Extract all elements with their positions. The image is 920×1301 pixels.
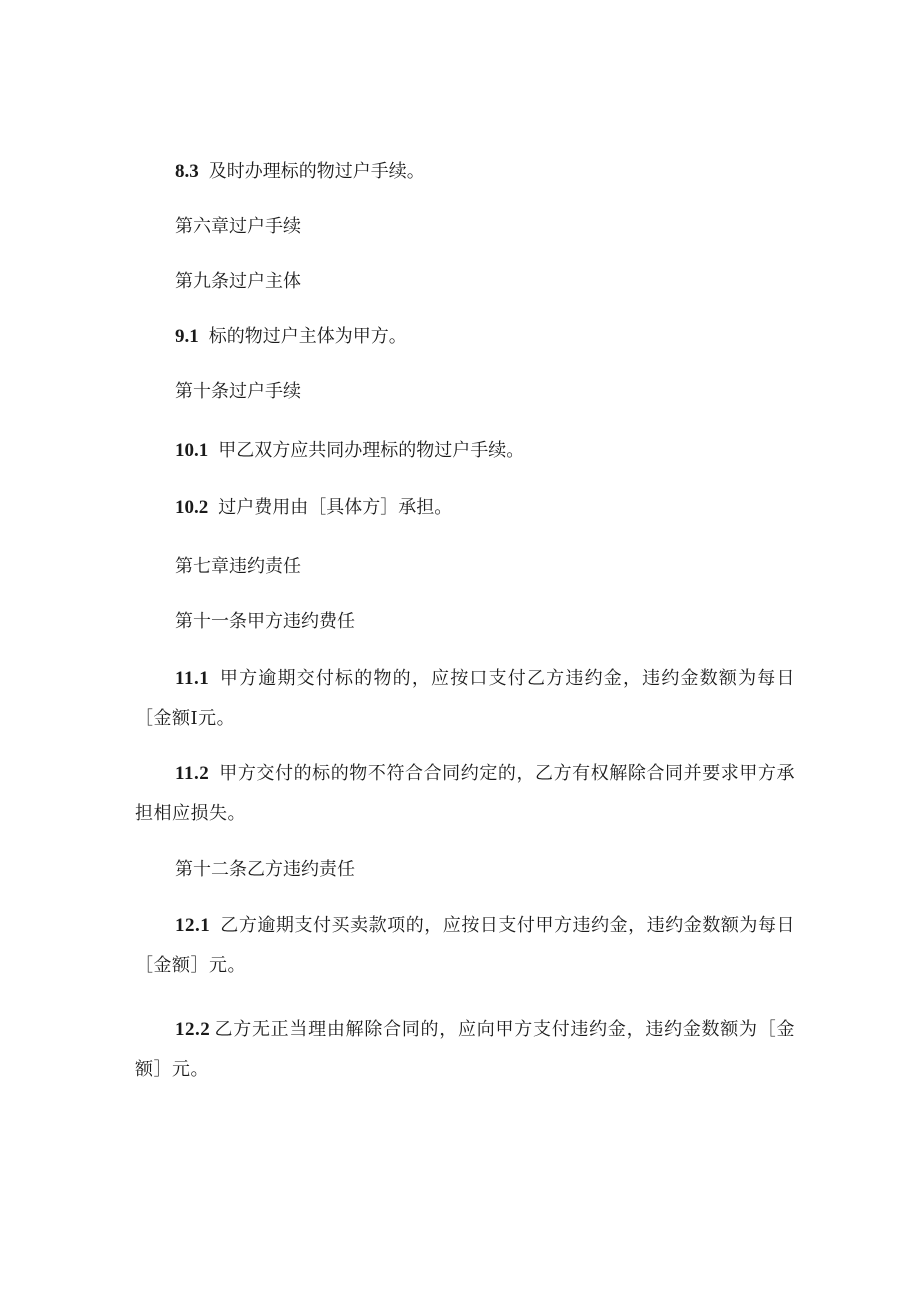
clause-text: 乙方逾期支付买卖款项的，应按日支付甲方违约金，违约金数额为每日［金额］元。: [135, 915, 795, 976]
chapter-heading-7: 第七章违约责任: [175, 556, 301, 577]
clause-number: 10.1: [175, 440, 209, 461]
clause-number: 12.1: [175, 915, 211, 936]
clause-text: 甲方逾期交付标的物的，应按口支付乙方违约金，违约金数额为每日［金额I元。: [135, 668, 795, 729]
clause-10-1: [175, 439, 524, 463]
article-heading-10: 第十条过户手续: [175, 381, 301, 402]
article-heading-12: 第十二条乙方违约责任: [175, 859, 355, 880]
clause-text: 甲乙双方应共同办理标的物过户手续。: [218, 440, 525, 461]
clause-number: 10.2: [175, 497, 209, 518]
article-heading-9: 第九条过户主体: [175, 271, 301, 292]
clause-9-1: [175, 325, 407, 349]
chapter-heading-6: 第六章过户手续: [175, 216, 301, 237]
clause-12-2: [135, 1010, 795, 1090]
clause-number: 11.2: [175, 763, 210, 784]
clause-8-3: [175, 160, 425, 184]
clause-text: 过户费用由［具体方］承担。: [218, 497, 453, 518]
clause-text: 甲方交付的标的物不符合合同约定的，乙方有权解除合同并要求甲方承担相应损失。: [135, 763, 795, 824]
clause-text: 标的物过户主体为甲方。: [208, 326, 407, 347]
clause-11-2: [135, 754, 795, 834]
clause-text: 乙方无正当理由解除合同的，应向甲方支付违约金，违约金数额为［金额］元。: [135, 1019, 795, 1080]
clause-12-1: [135, 906, 795, 986]
clause-number: 9.1: [175, 326, 199, 347]
clause-text: 及时办理标的物过户手续。: [208, 161, 425, 182]
clause-10-2: [175, 496, 452, 520]
clause-number: 11.1: [175, 668, 210, 689]
clause-number: 8.3: [175, 161, 199, 182]
clause-number: 12.2: [175, 1019, 211, 1040]
clause-11-1: [135, 659, 795, 739]
article-heading-11: 第十一条甲方违约费任: [175, 611, 355, 632]
